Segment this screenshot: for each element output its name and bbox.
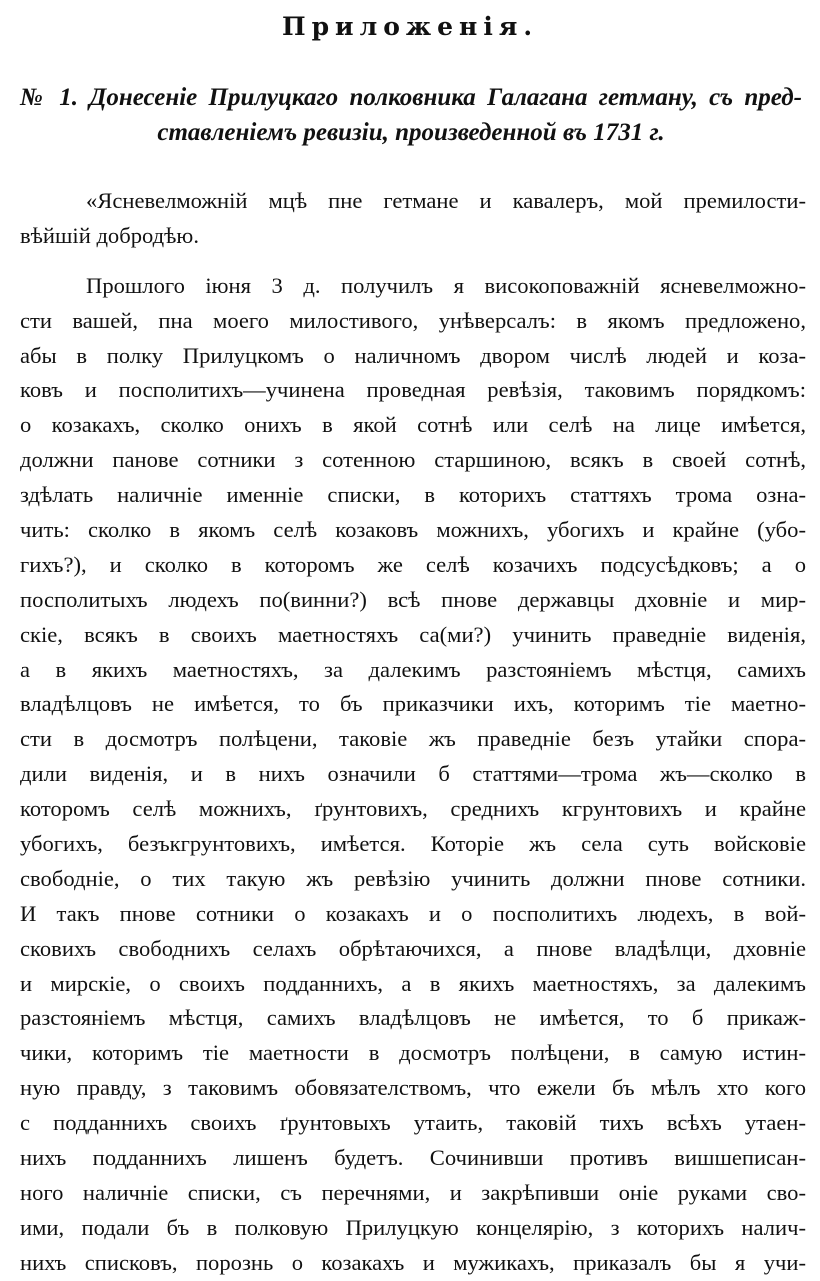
text-line: сти в досмотръ полѣцени, таковіе жъ праведніе безъ утайки спора- xyxy=(20,726,806,752)
text-line: И такъ пнове сотники о козакахъ и о посполитихъ людехъ, в вой- xyxy=(20,900,806,926)
text-line: здѣлать наличніе именніе списки, в которихъ статтяхъ трома озна- xyxy=(20,482,806,508)
text-line: чить: сколко в якомъ селѣ козаковъ можнихъ, убогихъ и крайне (убо- xyxy=(20,517,806,543)
paragraph-gap xyxy=(20,254,806,269)
text-line: дили виденія, и в нихъ означили б статтями—трома жъ—сколко в xyxy=(20,761,806,787)
text-line: должни панове сотники з сотенною старшиною, всякъ в своей сотнѣ, xyxy=(20,447,806,473)
text-line: которомъ селѣ можнихъ, ґрунтовихъ, среднихъ кгрунтовихъ и крайне xyxy=(20,796,806,822)
text-line: «Ясневелможній мцѣ пне гетмане и кавалеръ, мой премилости- xyxy=(86,188,806,213)
text-line: ими, подали бъ в полковую Прилуцкую концелярію, з которихъ налич- xyxy=(20,1214,806,1240)
text-line: сти вашей, пна моего милостивого, унѣверсалъ: в якомъ предложено, xyxy=(20,307,806,333)
text-line: ного наличніе списки, съ перечнями, и закрѣпивши оніе руками сво- xyxy=(20,1179,806,1205)
text-line: владѣлцовъ не имѣется, то бъ приказчики ихъ, которимъ тіе маетно- xyxy=(20,691,806,717)
text-line: Прошлого іюня 3 д. получилъ я високоповажній ясневелможно- xyxy=(86,272,806,298)
text-line: а в якихъ маетностяхъ, за далекимъ разстояніемъ мѣстця, самихъ xyxy=(20,656,806,682)
text-line: о козакахъ, сколко онихъ в якой сотнѣ или селѣ на лице имѣется, xyxy=(20,412,806,438)
text-line: с подданнихъ своихъ ґрунтовыхъ утаить, таковій тихъ всѣхъ утаен- xyxy=(20,1110,806,1136)
document-title-line-1: № 1. Донесеніе Прилуцкаго полковника Галагана гетману, съ пред- xyxy=(20,84,802,111)
appendix-heading: Приложенія. xyxy=(281,12,539,41)
text-line: разстояніемъ мѣстця, самихъ владѣлцовъ не имѣется, то б прикаж- xyxy=(20,1005,806,1031)
text-line: свободніе, о тих такую жъ ревѣзію учинить должни пнове сотники. xyxy=(20,865,806,891)
text-line: ковъ и посполитихъ—учинена проведная ревѣзія, таковимъ порядкомъ: xyxy=(20,377,806,403)
document-body xyxy=(20,184,806,1281)
text-line: посполитыхъ людехъ по(винни?) всѣ пнове державцы дховніе и мир- xyxy=(20,586,806,612)
text-line: и мирскіе, о своихъ подданнихъ, а в якихъ маетностяхъ, за далекимъ xyxy=(20,970,806,996)
text-line: ную правду, з таковимъ обовязателствомъ, что ежели бъ мѣлъ хто кого xyxy=(20,1075,806,1101)
text-line: абы в полку Прилуцкомъ о наличномъ двором числѣ людей и коза- xyxy=(20,342,806,368)
text-line: чики, которимъ тіе маетности в досмотръ полѣцени, в самую истин- xyxy=(20,1040,806,1066)
text-line: нихъ подданнихъ лишенъ будетъ. Сочинивши противъ вишшеписан- xyxy=(20,1145,806,1171)
text-line: убогихъ, безъкгрунтовихъ, имѣется. Которіе жъ села суть войсковіе xyxy=(20,831,806,857)
text-line: гихъ?), и сколко в которомъ же селѣ козачихъ подсусѣдковъ; а о xyxy=(20,551,806,577)
text-line: нихъ списковъ, порознь о козакахъ и мужикахъ, приказалъ бы я учи- xyxy=(20,1249,806,1275)
document-title-line-2: ставленіемъ ревизіи, произведенной въ 1731 г. xyxy=(157,119,665,146)
text-line: скіе, всякъ в своихъ маетностяхъ са(ми?) учинить праведніе виденія, xyxy=(20,621,806,647)
text-line: сковихъ свободнихъ селахъ обрѣтаючихся, а пнове владѣлци, дховніе xyxy=(20,935,806,961)
text-line: вѣйшій добродѣю. xyxy=(20,222,199,248)
